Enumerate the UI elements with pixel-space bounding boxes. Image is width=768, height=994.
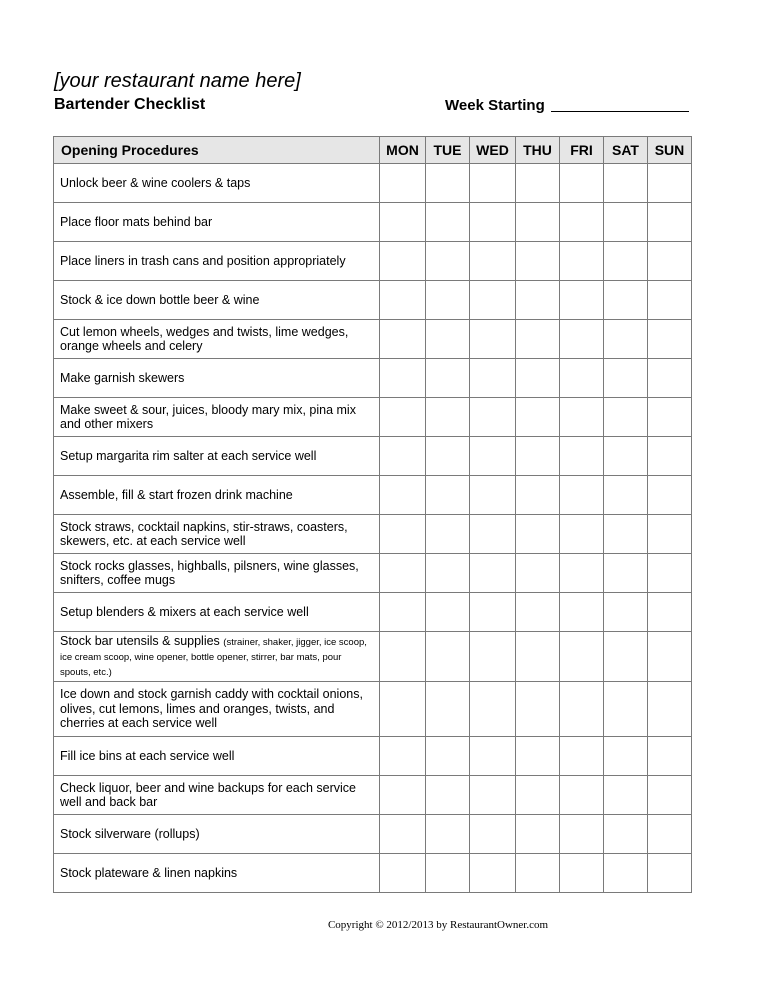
task-text: Fill ice bins at each service well xyxy=(60,748,235,763)
task-label xyxy=(54,854,380,893)
task-text: Stock & ice down bottle beer & wine xyxy=(60,292,260,307)
section-header: Opening Procedures xyxy=(54,137,380,164)
checkbox-cell-fri[interactable] xyxy=(560,854,604,893)
checkbox-cell-sun[interactable] xyxy=(648,359,692,398)
checkbox-cell-wed[interactable] xyxy=(470,164,516,203)
checkbox-cell-mon[interactable] xyxy=(380,437,426,476)
checkbox-cell-tue[interactable] xyxy=(426,242,470,281)
checkbox-cell-mon[interactable] xyxy=(380,682,426,737)
checkbox-cell-wed[interactable] xyxy=(470,682,516,737)
checkbox-cell-tue[interactable] xyxy=(426,815,470,854)
checkbox-cell-sun[interactable] xyxy=(648,164,692,203)
table-row xyxy=(54,398,692,437)
checkbox-cell-wed[interactable] xyxy=(470,632,516,682)
table-row xyxy=(54,281,692,320)
checkbox-cell-sat[interactable] xyxy=(604,164,648,203)
task-label xyxy=(54,359,380,398)
checkbox-cell-sat[interactable] xyxy=(604,515,648,554)
table-row xyxy=(54,593,692,632)
checkbox-cell-fri[interactable] xyxy=(560,632,604,682)
checkbox-cell-wed[interactable] xyxy=(470,476,516,515)
opening-checklist-table xyxy=(53,136,692,893)
day-header-sun: SUN xyxy=(648,137,692,164)
table-row xyxy=(54,682,692,737)
day-header-wed: WED xyxy=(470,137,516,164)
checkbox-cell-sat[interactable] xyxy=(604,776,648,815)
checkbox-cell-fri[interactable] xyxy=(560,593,604,632)
day-header-thu: THU xyxy=(516,137,560,164)
task-text: Assemble, fill & start frozen drink machine xyxy=(60,487,293,502)
day-header-sat: SAT xyxy=(604,137,648,164)
checkbox-cell-thu[interactable] xyxy=(516,593,560,632)
checkbox-cell-mon[interactable] xyxy=(380,515,426,554)
checkbox-cell-sat[interactable] xyxy=(604,320,648,359)
task-text: Setup margarita rim salter at each service well xyxy=(60,448,317,463)
checkbox-cell-thu[interactable] xyxy=(516,854,560,893)
checkbox-cell-thu[interactable] xyxy=(516,682,560,737)
checkbox-cell-thu[interactable] xyxy=(516,398,560,437)
table-row xyxy=(54,359,692,398)
checkbox-cell-mon[interactable] xyxy=(380,476,426,515)
task-text: Stock plateware & linen napkins xyxy=(60,865,238,880)
checkbox-cell-tue[interactable] xyxy=(426,593,470,632)
checkbox-cell-sun[interactable] xyxy=(648,398,692,437)
checkbox-cell-thu[interactable] xyxy=(516,632,560,682)
task-note: (strainer, shaker, jigger, ice scoop, ice cream scoop, wine opener, bottle opener, stirrer, bar mats, pour spouts, etc.) xyxy=(60,637,367,678)
checkbox-cell-wed[interactable] xyxy=(470,203,516,242)
checkbox-cell-tue[interactable] xyxy=(426,164,470,203)
week-starting-field[interactable] xyxy=(445,97,689,114)
task-text: Place floor mats behind bar xyxy=(60,214,213,229)
checkbox-cell-wed[interactable] xyxy=(470,815,516,854)
table-row xyxy=(54,737,692,776)
day-header-fri: FRI xyxy=(560,137,604,164)
checkbox-cell-mon[interactable] xyxy=(380,398,426,437)
task-label xyxy=(54,515,380,554)
checkbox-cell-thu[interactable] xyxy=(516,515,560,554)
checkbox-cell-mon[interactable] xyxy=(380,164,426,203)
checkbox-cell-sat[interactable] xyxy=(604,242,648,281)
checkbox-cell-fri[interactable] xyxy=(560,515,604,554)
checkbox-cell-tue[interactable] xyxy=(426,359,470,398)
checkbox-cell-fri[interactable] xyxy=(560,398,604,437)
checkbox-cell-fri[interactable] xyxy=(560,815,604,854)
table-row xyxy=(54,554,692,593)
checkbox-cell-tue[interactable] xyxy=(426,476,470,515)
checkbox-cell-mon[interactable] xyxy=(380,320,426,359)
checkbox-cell-sun[interactable] xyxy=(648,203,692,242)
checkbox-cell-tue[interactable] xyxy=(426,632,470,682)
task-label xyxy=(54,737,380,776)
checkbox-cell-wed[interactable] xyxy=(470,854,516,893)
table-row xyxy=(54,164,692,203)
table-row xyxy=(54,854,692,893)
task-label xyxy=(54,593,380,632)
day-header-mon: MON xyxy=(380,137,426,164)
task-label xyxy=(54,320,380,359)
checkbox-cell-wed[interactable] xyxy=(470,776,516,815)
copyright-footer: Copyright © 2012/2013 by RestaurantOwner.com xyxy=(327,919,549,931)
checkbox-cell-sat[interactable] xyxy=(604,359,648,398)
checkbox-cell-sat[interactable] xyxy=(604,682,648,737)
checkbox-cell-thu[interactable] xyxy=(516,242,560,281)
checkbox-cell-thu[interactable] xyxy=(516,437,560,476)
table-row xyxy=(54,203,692,242)
table-row xyxy=(54,776,692,815)
checkbox-cell-thu[interactable] xyxy=(516,554,560,593)
table-row xyxy=(54,476,692,515)
checkbox-cell-fri[interactable] xyxy=(560,682,604,737)
table-header-row xyxy=(54,137,692,164)
task-label xyxy=(54,476,380,515)
checkbox-cell-wed[interactable] xyxy=(470,359,516,398)
checkbox-cell-sat[interactable] xyxy=(604,281,648,320)
task-text: Unlock beer & wine coolers & taps xyxy=(60,175,251,190)
checkbox-cell-mon[interactable] xyxy=(380,737,426,776)
checkbox-cell-wed[interactable] xyxy=(470,737,516,776)
checkbox-cell-sun[interactable] xyxy=(648,242,692,281)
checkbox-cell-wed[interactable] xyxy=(470,242,516,281)
checkbox-cell-fri[interactable] xyxy=(560,554,604,593)
checkbox-cell-sat[interactable] xyxy=(604,854,648,893)
checkbox-cell-wed[interactable] xyxy=(470,281,516,320)
checkbox-cell-mon[interactable] xyxy=(380,632,426,682)
table-row xyxy=(54,437,692,476)
day-header-tue: TUE xyxy=(426,137,470,164)
checkbox-cell-tue[interactable] xyxy=(426,515,470,554)
checkbox-cell-tue[interactable] xyxy=(426,281,470,320)
checkbox-cell-tue[interactable] xyxy=(426,737,470,776)
checkbox-cell-thu[interactable] xyxy=(516,320,560,359)
task-text: Check liquor, beer and wine backups for each service well and back bar xyxy=(60,780,356,809)
task-text: Stock silverware (rollups) xyxy=(60,826,200,841)
task-text: Stock bar utensils & supplies xyxy=(60,634,220,648)
page-title: Bartender Checklist xyxy=(54,96,206,113)
checkbox-cell-fri[interactable] xyxy=(560,476,604,515)
checkbox-cell-sat[interactable] xyxy=(604,737,648,776)
checkbox-cell-tue[interactable] xyxy=(426,776,470,815)
checkbox-cell-wed[interactable] xyxy=(470,515,516,554)
checkbox-cell-sun[interactable] xyxy=(648,476,692,515)
checkbox-cell-fri[interactable] xyxy=(560,203,604,242)
checkbox-cell-sun[interactable] xyxy=(648,854,692,893)
checkbox-cell-wed[interactable] xyxy=(470,593,516,632)
checkbox-cell-sat[interactable] xyxy=(604,398,648,437)
checkbox-cell-tue[interactable] xyxy=(426,682,470,737)
checkbox-cell-sat[interactable] xyxy=(604,815,648,854)
checkbox-cell-mon[interactable] xyxy=(380,854,426,893)
week-starting-label: Week Starting xyxy=(445,97,545,114)
checkbox-cell-fri[interactable] xyxy=(560,737,604,776)
checkbox-cell-sat[interactable] xyxy=(604,476,648,515)
checkbox-cell-wed[interactable] xyxy=(470,398,516,437)
checkbox-cell-thu[interactable] xyxy=(516,281,560,320)
task-text: Make sweet & sour, juices, bloody mary mix, pina mix and other mixers xyxy=(60,402,356,431)
task-label xyxy=(54,437,380,476)
checkbox-cell-sat[interactable] xyxy=(604,203,648,242)
task-text: Ice down and stock garnish caddy with cocktail onions, olives, cut lemons, limes and oranges, twists, and cherries at each service well xyxy=(60,687,363,731)
restaurant-name: [your restaurant name here] xyxy=(54,70,301,92)
task-label xyxy=(54,632,380,682)
task-label xyxy=(54,815,380,854)
checkbox-cell-sun[interactable] xyxy=(648,593,692,632)
checkbox-cell-sat[interactable] xyxy=(604,437,648,476)
checkbox-cell-mon[interactable] xyxy=(380,593,426,632)
checkbox-cell-sun[interactable] xyxy=(648,682,692,737)
checkbox-cell-tue[interactable] xyxy=(426,854,470,893)
table-row xyxy=(54,320,692,359)
task-label xyxy=(54,776,380,815)
checkbox-cell-tue[interactable] xyxy=(426,554,470,593)
task-text: Place liners in trash cans and position appropriately xyxy=(60,253,346,268)
checkbox-cell-sat[interactable] xyxy=(604,554,648,593)
task-label xyxy=(54,242,380,281)
task-label xyxy=(54,164,380,203)
checkbox-cell-sun[interactable] xyxy=(648,281,692,320)
checkbox-cell-fri[interactable] xyxy=(560,320,604,359)
checkbox-cell-fri[interactable] xyxy=(560,359,604,398)
checkbox-cell-tue[interactable] xyxy=(426,398,470,437)
checkbox-cell-fri[interactable] xyxy=(560,776,604,815)
checkbox-cell-sun[interactable] xyxy=(648,320,692,359)
checkbox-cell-thu[interactable] xyxy=(516,737,560,776)
checkbox-cell-sun[interactable] xyxy=(648,437,692,476)
checkbox-cell-thu[interactable] xyxy=(516,776,560,815)
checkbox-cell-fri[interactable] xyxy=(560,242,604,281)
checkbox-cell-fri[interactable] xyxy=(560,437,604,476)
checkbox-cell-mon[interactable] xyxy=(380,554,426,593)
table-row xyxy=(54,242,692,281)
checkbox-cell-tue[interactable] xyxy=(426,437,470,476)
checkbox-cell-tue[interactable] xyxy=(426,203,470,242)
task-text: Cut lemon wheels, wedges and twists, lime wedges, orange wheels and celery xyxy=(60,324,349,353)
task-text: Stock straws, cocktail napkins, stir-straws, coasters, skewers, etc. at each service well xyxy=(60,519,348,548)
checkbox-cell-sun[interactable] xyxy=(648,515,692,554)
checkbox-cell-sun[interactable] xyxy=(648,815,692,854)
checkbox-cell-thu[interactable] xyxy=(516,164,560,203)
task-label xyxy=(54,203,380,242)
checkbox-cell-sat[interactable] xyxy=(604,593,648,632)
checkbox-cell-fri[interactable] xyxy=(560,281,604,320)
checkbox-cell-thu[interactable] xyxy=(516,476,560,515)
task-label xyxy=(54,398,380,437)
task-label xyxy=(54,682,380,737)
checkbox-cell-wed[interactable] xyxy=(470,320,516,359)
checkbox-cell-fri[interactable] xyxy=(560,164,604,203)
table-row xyxy=(54,815,692,854)
checkbox-cell-mon[interactable] xyxy=(380,815,426,854)
checkbox-cell-sun[interactable] xyxy=(648,776,692,815)
task-label xyxy=(54,281,380,320)
checkbox-cell-sun[interactable] xyxy=(648,632,692,682)
checkbox-cell-mon[interactable] xyxy=(380,242,426,281)
checkbox-cell-tue[interactable] xyxy=(426,320,470,359)
checkbox-cell-thu[interactable] xyxy=(516,203,560,242)
checkbox-cell-mon[interactable] xyxy=(380,203,426,242)
checkbox-cell-mon[interactable] xyxy=(380,776,426,815)
checkbox-cell-mon[interactable] xyxy=(380,281,426,320)
week-starting-blank[interactable] xyxy=(551,97,689,112)
checkbox-cell-thu[interactable] xyxy=(516,359,560,398)
table-row xyxy=(54,632,692,682)
checkbox-cell-sun[interactable] xyxy=(648,737,692,776)
checkbox-cell-wed[interactable] xyxy=(470,437,516,476)
checkbox-cell-thu[interactable] xyxy=(516,815,560,854)
task-text: Setup blenders & mixers at each service well xyxy=(60,604,309,619)
checkbox-cell-sun[interactable] xyxy=(648,554,692,593)
task-text: Make garnish skewers xyxy=(60,370,185,385)
task-text: Stock rocks glasses, highballs, pilsners, wine glasses, snifters, coffee mugs xyxy=(60,558,359,587)
task-label xyxy=(54,554,380,593)
checkbox-cell-sat[interactable] xyxy=(604,632,648,682)
checkbox-cell-wed[interactable] xyxy=(470,554,516,593)
checkbox-cell-mon[interactable] xyxy=(380,359,426,398)
table-row xyxy=(54,515,692,554)
